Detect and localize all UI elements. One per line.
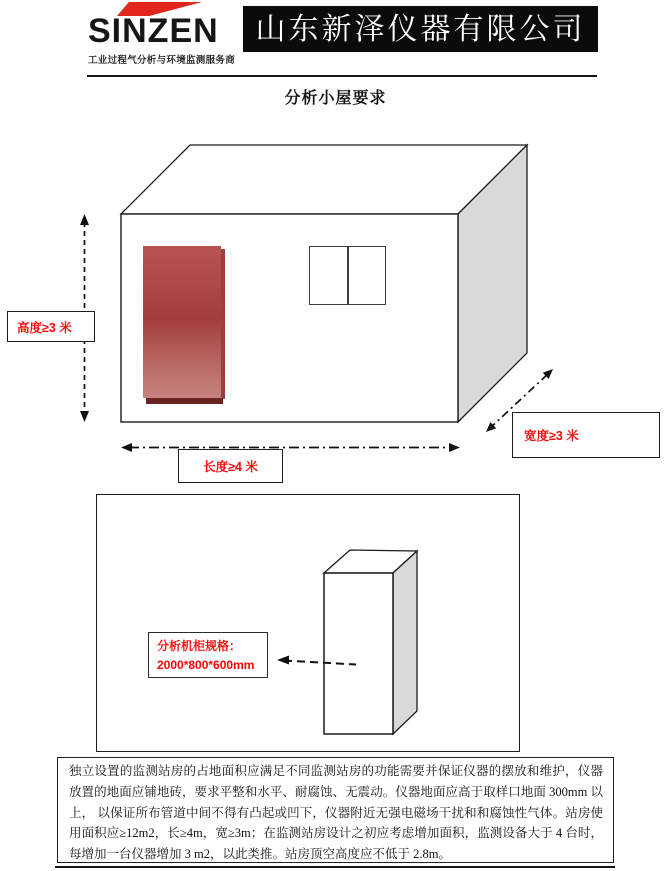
- page-title: 分析小屋要求: [284, 90, 387, 107]
- notes-text: 独立设置的监测站房的占地面积应满足不同监测站房的功能需要并保证仪器的摆放和维护，仪器放置的地面应铺地砖，要求平整和水平、耐腐蚀、无震动。仪器地面应高于取样口地面 300mm 以上， 以保证所布管道中间不得有凸起或凹下，仪器附近无强电磁场干扰和和腐蚀性气体。站房使用面积应≥12m2，长≥4m，宽≥3m；在监测站房设计之初应考虑增加面积，监测设备大于 4 台时， 每增加一台仪器增加 3 m2，以此类推。站房顶空高度应不低于 2.8m。: [69, 764, 603, 862]
- height-label-box: [7, 311, 95, 342]
- cabinet-spec-box: [148, 632, 268, 678]
- width-label-box: [512, 412, 660, 458]
- cabin-door-shadow-right: [221, 249, 225, 399]
- cabinet-spec-value: 2000*800*600mm: [157, 658, 255, 672]
- cabin-door: [143, 246, 221, 398]
- window-pane-left: [310, 247, 349, 304]
- brand-text: SINZEN: [88, 12, 219, 50]
- cabinet-side-face: [393, 551, 417, 734]
- length-label: 长度≥4 米: [203, 460, 258, 474]
- notes-box: [57, 757, 614, 863]
- cabinet-spec-title: 分析机柜规格：: [157, 639, 242, 653]
- logo-tagline: 工业过程气分析与环境监测服务商: [88, 55, 236, 66]
- cabin-door-shadow-bottom: [146, 398, 223, 404]
- cabinet-front-face: [324, 573, 393, 734]
- height-label: 高度≥3 米: [17, 320, 72, 335]
- length-label-box: [178, 449, 283, 483]
- length-arrow: [121, 443, 460, 452]
- cabinet-box: [324, 550, 417, 734]
- window-pane-right: [349, 247, 386, 304]
- width-label: 宽度≥3 米: [524, 429, 579, 443]
- company-name: 山东新泽仪器有限公司: [255, 13, 586, 46]
- cabin-window: [309, 246, 386, 305]
- cabin-top-face: [121, 145, 527, 214]
